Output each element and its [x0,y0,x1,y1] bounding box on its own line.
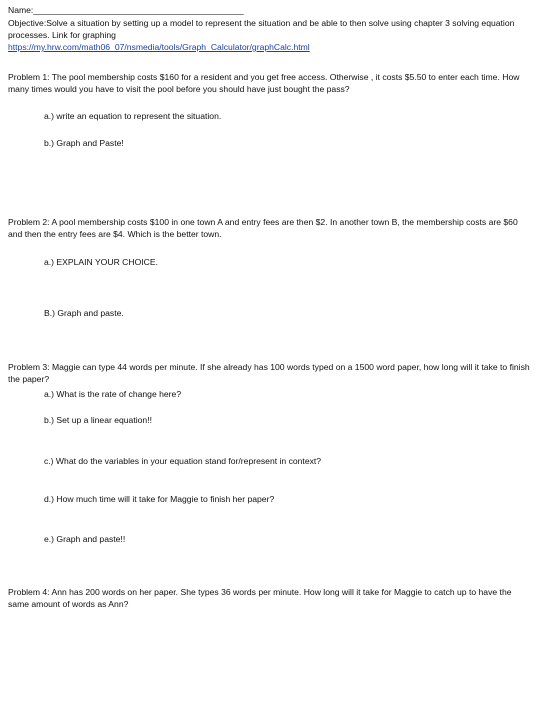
problem-1-question-a: a.) write an equation to represent the situation. [44,111,222,121]
problem-3-question-b: b.) Set up a linear equation!! [44,415,152,425]
problem-4-text: Problem 4: Ann has 200 words on her paper. She types 36 words per minute. How long will it take for Maggie to catch up to have the same amount of words as Ann? [8,587,512,609]
graphing-link[interactable]: https://my.hrw.com/math06_07/nsmedia/tools/Graph_Calculator/graphCalc.html [8,42,310,52]
objective-body: Objective:Solve a situation by setting up a model to represent the situation and be able to then solve using chapter 3 solving equation processes. Link for graphing [8,18,515,40]
problem-2-question-a: a.) EXPLAIN YOUR CHOICE. [44,257,158,267]
problem-3-question-d: d.) How much time will it take for Maggie to finish her paper? [44,494,275,504]
problem-3-question-e: e.) Graph and paste!! [44,534,126,544]
name-line[interactable]: Name:____________________________________________ [8,5,244,15]
objective-text [8,17,534,53]
problem-3-question-c: c.) What do the variables in your equation stand for/represent in context? [44,456,322,466]
problem-3-question-a: a.) What is the rate of change here? [44,389,182,399]
problem-2-question-b: B.) Graph and paste. [44,308,124,318]
problem-2-text: Problem 2: A pool membership costs $100 in one town A and entry fees are then $2. In another town B, the membership costs are $60 and then the entry fees are $4. Which is the better town. [8,217,518,239]
problem-1-question-b: b.) Graph and Paste! [44,138,124,148]
problem-3-text: Problem 3: Maggie can type 44 words per minute. If she already has 100 words typed on a 1500 word paper, how long will it take to finish the paper? [8,362,530,384]
problem-1-text: Problem 1: The pool membership costs $160 for a resident and you get free access. Otherwise , it costs $5.50 to enter each time. How many times would you have to visit the pool before you should have just bought the pass? [8,72,520,94]
